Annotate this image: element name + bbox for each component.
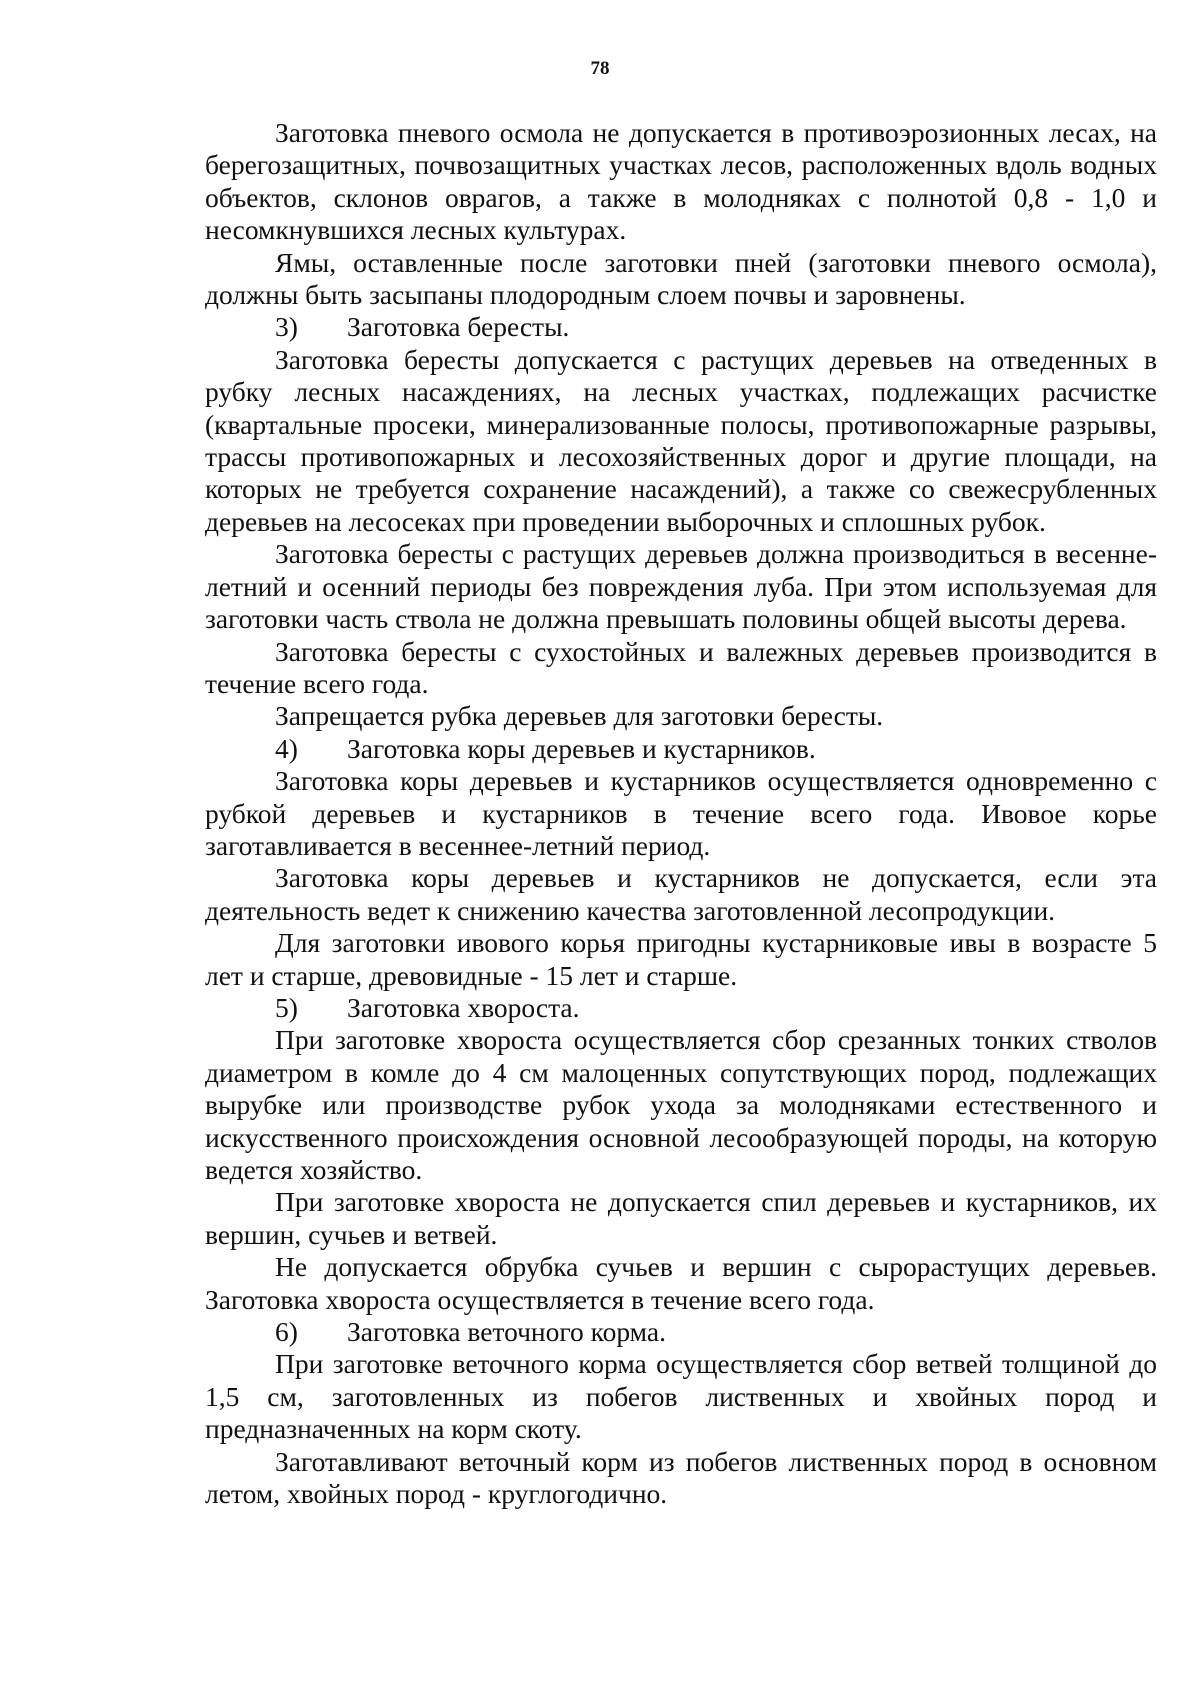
paragraph: Для заготовки ивового корья пригодны кустарниковые ивы в возрасте 5 лет и старше, древовидные - 15 лет и старше. (205, 927, 1157, 991)
page-number: 78 (590, 58, 610, 79)
section-title: Заготовка веточного корма. (347, 1316, 666, 1348)
section-number: 5) (275, 991, 298, 1023)
paragraph: Заготавливают веточный корм из побегов лиственных пород в основном летом, хвойных пород - круглогодично. (205, 1445, 1157, 1510)
section-number: 6) (275, 1316, 298, 1348)
paragraph: Заготовка бересты с растущих деревьев должна производиться в весенне-летний и осенний периоды без повреждения луба. При этом используемая для заготовки часть ствола не должна превышать половины общей высоты дерева. (205, 538, 1157, 635)
section-title: Заготовка бересты. (347, 311, 570, 343)
paragraph: Заготовка бересты допускается с растущих деревьев на отведенных в рубку лесных насаждениях, на лесных участках, подлежащих расчистке (квартальные просеки, минерализованные полосы, противопожарные разрывы, трассы противопожарных и лесохозяйственных дорог и другие площади, на которых не требуется сохранение насаждений), а также со свежесрубленных деревьев на лесосеках при проведении выборочных и сплошных рубок. (205, 343, 1157, 537)
section-heading (205, 733, 1157, 765)
section-heading (205, 311, 1157, 343)
section-number: 3) (275, 311, 298, 343)
paragraph: При заготовке веточного корма осуществляется сбор ветвей толщиной до 1,5 см, заготовленных из побегов лиственных и хвойных пород и предназначенных на корм скоту. (205, 1348, 1157, 1445)
section-title: Заготовка хвороста. (347, 991, 580, 1023)
section-title: Заготовка коры деревьев и кустарников. (347, 732, 816, 764)
paragraph: Запрещается рубка деревьев для заготовки бересты. (275, 700, 884, 732)
paragraph: При заготовке хвороста не допускается спил деревьев и кустарников, их вершин, сучьев и ветвей. (205, 1186, 1157, 1250)
paragraph: Не допускается обрубка сучьев и вершин с сырорастущих деревьев. Заготовка хвороста осуществляется в течение всего года. (205, 1251, 1157, 1315)
paragraph: Заготовка бересты с сухостойных и валежных деревьев производится в течение всего года. (205, 635, 1157, 699)
paragraph: Заготовка пневого осмола не допускается в противоэрозионных лесах, на берегозащитных, почвозащитных участках лесов, расположенных вдоль водных объектов, склонов оврагов, а также в молодняках с полнотой 0,8 - 1,0 и несомкнувшихся лесных культурах. (205, 117, 1157, 246)
paragraph: Заготовка коры деревьев и кустарников осуществляется одновременно с рубкой деревьев и кустарников в течение всего года. Ивовое корье заготавливается в весеннее-летний период. (205, 765, 1157, 861)
paragraph: При заготовке хвороста осуществляется сбор срезанных тонких стволов диаметром в комле до 4 см малоценных сопутствующих пород, подлежащих вырубке или производстве рубок ухода за молодняками естественного и искусственного происхождения основной лесообразующей породы, на которую ведется хозяйство. (205, 1024, 1157, 1185)
section-heading (205, 992, 1157, 1024)
document-body (205, 117, 1157, 1510)
paragraph: Ямы, оставленные после заготовки пней (заготовки пневого осмола), должны быть засыпаны плодородным слоем почвы и заровнены. (205, 246, 1157, 311)
paragraph: Заготовка коры деревьев и кустарников не допускается, если эта деятельность ведет к снижению качества заготовленной лесопродукции. (205, 862, 1157, 926)
section-heading (205, 1316, 1157, 1348)
section-number: 4) (275, 732, 298, 764)
